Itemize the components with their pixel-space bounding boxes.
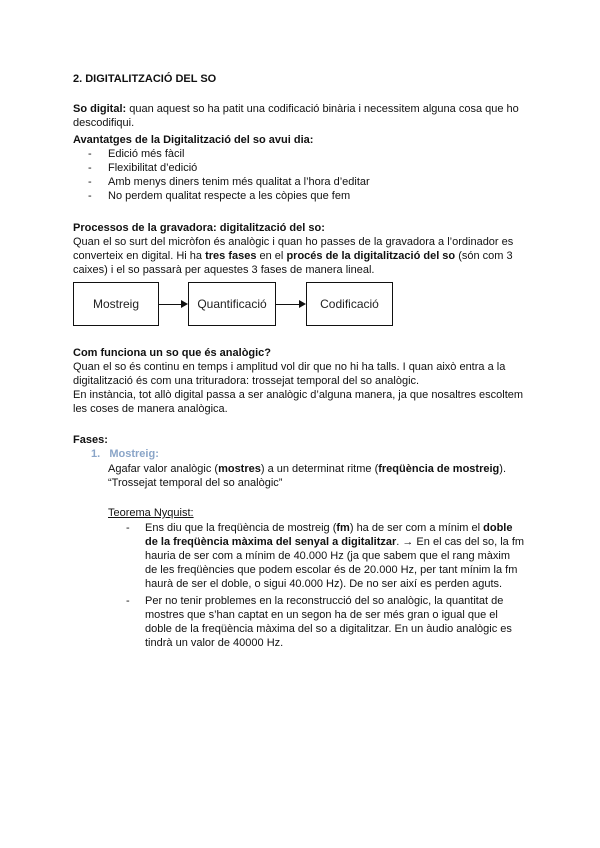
definition-line-2: descodifiqui.: [73, 117, 135, 129]
phase-desc-c: ) a un determinat ritme (: [260, 463, 379, 475]
processes-line-2: [73, 249, 513, 263]
advantages-heading: Avantatges de la Digitalització del so avui dia:: [73, 134, 314, 146]
section-title: 2. DIGITALITZACIÓ DEL SO: [73, 73, 217, 85]
how-line-3: En instància, tot allò digital passa a ser analògic d’alguna manera, ja que nosaltres escoltem: [73, 389, 524, 401]
nyquist-item-1-line-2: [145, 535, 524, 549]
processes-text-a: converteix en digital. Hi ha: [73, 250, 203, 262]
nyquist-item-1-line-1: [145, 521, 512, 535]
how-line-1: Quan el so és continu en temps i amplitud vol dir que no hi ha talls. I quan això entra a la: [73, 361, 506, 373]
n1-l1a: Ens diu que la freqüència de mostreig (: [145, 522, 337, 534]
processes-text-e: (són com 3: [458, 250, 513, 262]
box-mostreig: Mostreig: [73, 282, 159, 326]
nyquist-item-1-line-5: haurà de ser el doble, o sigui 40.000 Hz). De no ser així es perden aguts.: [145, 578, 503, 590]
phase-1-desc-line-2: “Trossejat temporal del so analògic”: [108, 477, 283, 489]
processes-bold-d: procés de la digitalització del so: [286, 250, 456, 262]
how-heading: Com funciona un so que és analògic?: [73, 347, 272, 359]
list-item: - Edició més fàcil: [88, 147, 370, 161]
processes-line-1: Quan el so surt del micròfon és analògic i quan ho passes de la gravadora a l’ordinador es: [73, 236, 514, 248]
nyquist-item-2-line-3: doble de la freqüència màxima del so a digitalitzar. En un àudio analògic es: [145, 623, 512, 635]
processes-heading: Processos de la gravadora: digitalització del so:: [73, 222, 325, 234]
box-codificacio: Codificació: [306, 282, 393, 326]
definition-term: So digital:: [73, 103, 127, 115]
nyquist-heading: Teorema Nyquist:: [108, 507, 194, 519]
phase-desc-e: ).: [499, 463, 507, 475]
how-line-4: les coses de manera analògica.: [73, 403, 228, 415]
box-quantificacio: Quantificació: [188, 282, 276, 326]
n1-l2a: de la freqüència màxima del senyal a digitalitzar: [145, 536, 397, 548]
arrow-line-1: [159, 304, 181, 305]
phase-number: 1.: [91, 448, 101, 460]
nyquist-dash-2: -: [126, 595, 130, 607]
arrow-head-1: [181, 300, 188, 308]
nyquist-item-2-line-1: Per no tenir problemes en la reconstrucció del so analògic, la quantitat de: [145, 595, 504, 607]
processes-text-c: en el: [259, 250, 284, 262]
list-item: - No perdem qualitat respecte a les còpies que fem: [88, 189, 370, 203]
list-item: - Flexibilitat d’edició: [88, 161, 370, 175]
nyquist-item-2-line-4: tindrà un valor de 40000 Hz.: [145, 637, 284, 649]
phase-desc-b: mostres: [218, 463, 261, 475]
nyquist-dash-1: -: [126, 522, 130, 534]
phase-desc-d: freqüència de mostreig: [378, 463, 500, 475]
n1-l2b: . → En el cas del so, la fm: [396, 536, 525, 548]
arrow-head-2: [299, 300, 306, 308]
advantages-list: [88, 147, 370, 203]
definition-line-1: [73, 102, 519, 116]
list-item: - Amb menys diners tenim més qualitat a l’hora d’editar: [88, 175, 370, 189]
nyquist-item-1-line-4: de les freqüències que podem escolar és de 20.000 Hz, per tant mínim la fm: [145, 564, 518, 576]
processes-line-3: caixes) i el so passarà per aquestes 3 fases de manera lineal.: [73, 264, 375, 276]
definition-text-1: quan aquest so ha patit una codificació binària i necessitem alguna cosa que ho: [129, 103, 519, 115]
n1-l1c: ) ha de ser com a mínim el: [349, 522, 484, 534]
nyquist-item-2-line-2: mostres que s’han captat en un segon ha de ser més gran o igual que el: [145, 609, 498, 621]
phase-title: Mostreig:: [109, 448, 159, 460]
phase-desc-a: Agafar valor analògic (: [108, 463, 219, 475]
processes-bold-b: tres fases: [205, 250, 257, 262]
phase-1-desc-line-1: [108, 462, 506, 476]
nyquist-item-1-line-3: hauria de ser com a mínim de 40.000 Hz (ja que sabem que el rang màxim: [145, 550, 511, 562]
n1-l1d: doble: [483, 522, 513, 534]
phase-1-title-line: [91, 447, 159, 461]
how-line-2: digitalització és com una trituradora: trossejat temporal del so analògic.: [73, 375, 420, 387]
phases-heading: Fases:: [73, 434, 108, 446]
n1-l1b: fm: [336, 522, 350, 534]
arrow-line-2: [276, 304, 299, 305]
